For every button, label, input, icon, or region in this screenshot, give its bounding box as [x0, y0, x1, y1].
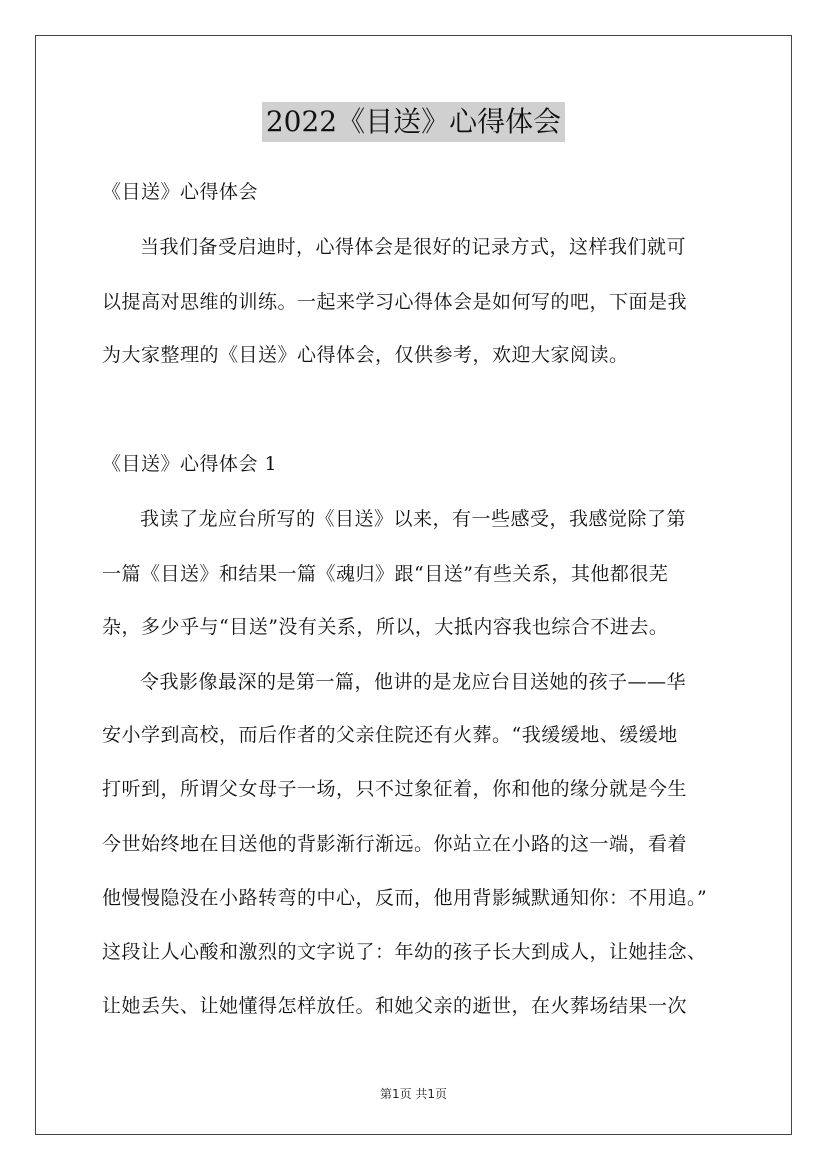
- paragraph-line: 今世始终地在目送他的背影渐行渐远。你站立在小路的这一端，看着: [102, 833, 688, 855]
- page-footer: 第1页 共1页: [379, 1087, 448, 1101]
- intro-line: 当我们备受启迪时，心得体会是很好的记录方式，这样我们就可: [140, 236, 687, 258]
- paragraph-line: 这段让人心酸和激烈的文字说了：年幼的孩子长大到成人，让她挂念、: [102, 941, 707, 963]
- section-heading: 《目送》心得体会 1: [102, 453, 278, 475]
- paragraph-line: 我读了龙应台所写的《目送》以来，有一些感受，我感觉除了第: [140, 508, 687, 530]
- paragraph-line: 一篇《目送》和结果一篇《魂归》跟“目送”有些关系，其他都很芜: [102, 563, 669, 585]
- paragraph-line: 打听到，所谓父女母子一场，只不过象征着，你和他的缘分就是今生: [102, 778, 688, 800]
- paragraph-line: 令我影像最深的是第一篇，他讲的是龙应台目送她的孩子——华: [140, 671, 687, 693]
- intro-line: 以提高对思维的训练。一起来学习心得体会是如何写的吧，下面是我: [102, 291, 688, 313]
- document-title: 2022《目送》心得体会: [262, 102, 565, 142]
- subtitle: 《目送》心得体会: [102, 181, 259, 203]
- paragraph-line: 安小学到高校，而后作者的父亲住院还有火葬。“我缓缓地、缓缓地: [102, 724, 678, 746]
- paragraph-line: 让她丢失、让她懂得怎样放任。和她父亲的逝世，在火葬场结果一次: [102, 995, 688, 1017]
- intro-line: 为大家整理的《目送》心得体会，仅供参考，欢迎大家阅读。: [102, 344, 629, 366]
- paragraph-line: 杂，多少乎与“目送”没有关系，所以，大抵内容我也综合不进去。: [102, 616, 669, 638]
- title-container: [0, 102, 827, 142]
- paragraph-line: 他慢慢隐没在小路转弯的中心，反而，他用背影缄默通知你：不用追。”: [102, 887, 708, 909]
